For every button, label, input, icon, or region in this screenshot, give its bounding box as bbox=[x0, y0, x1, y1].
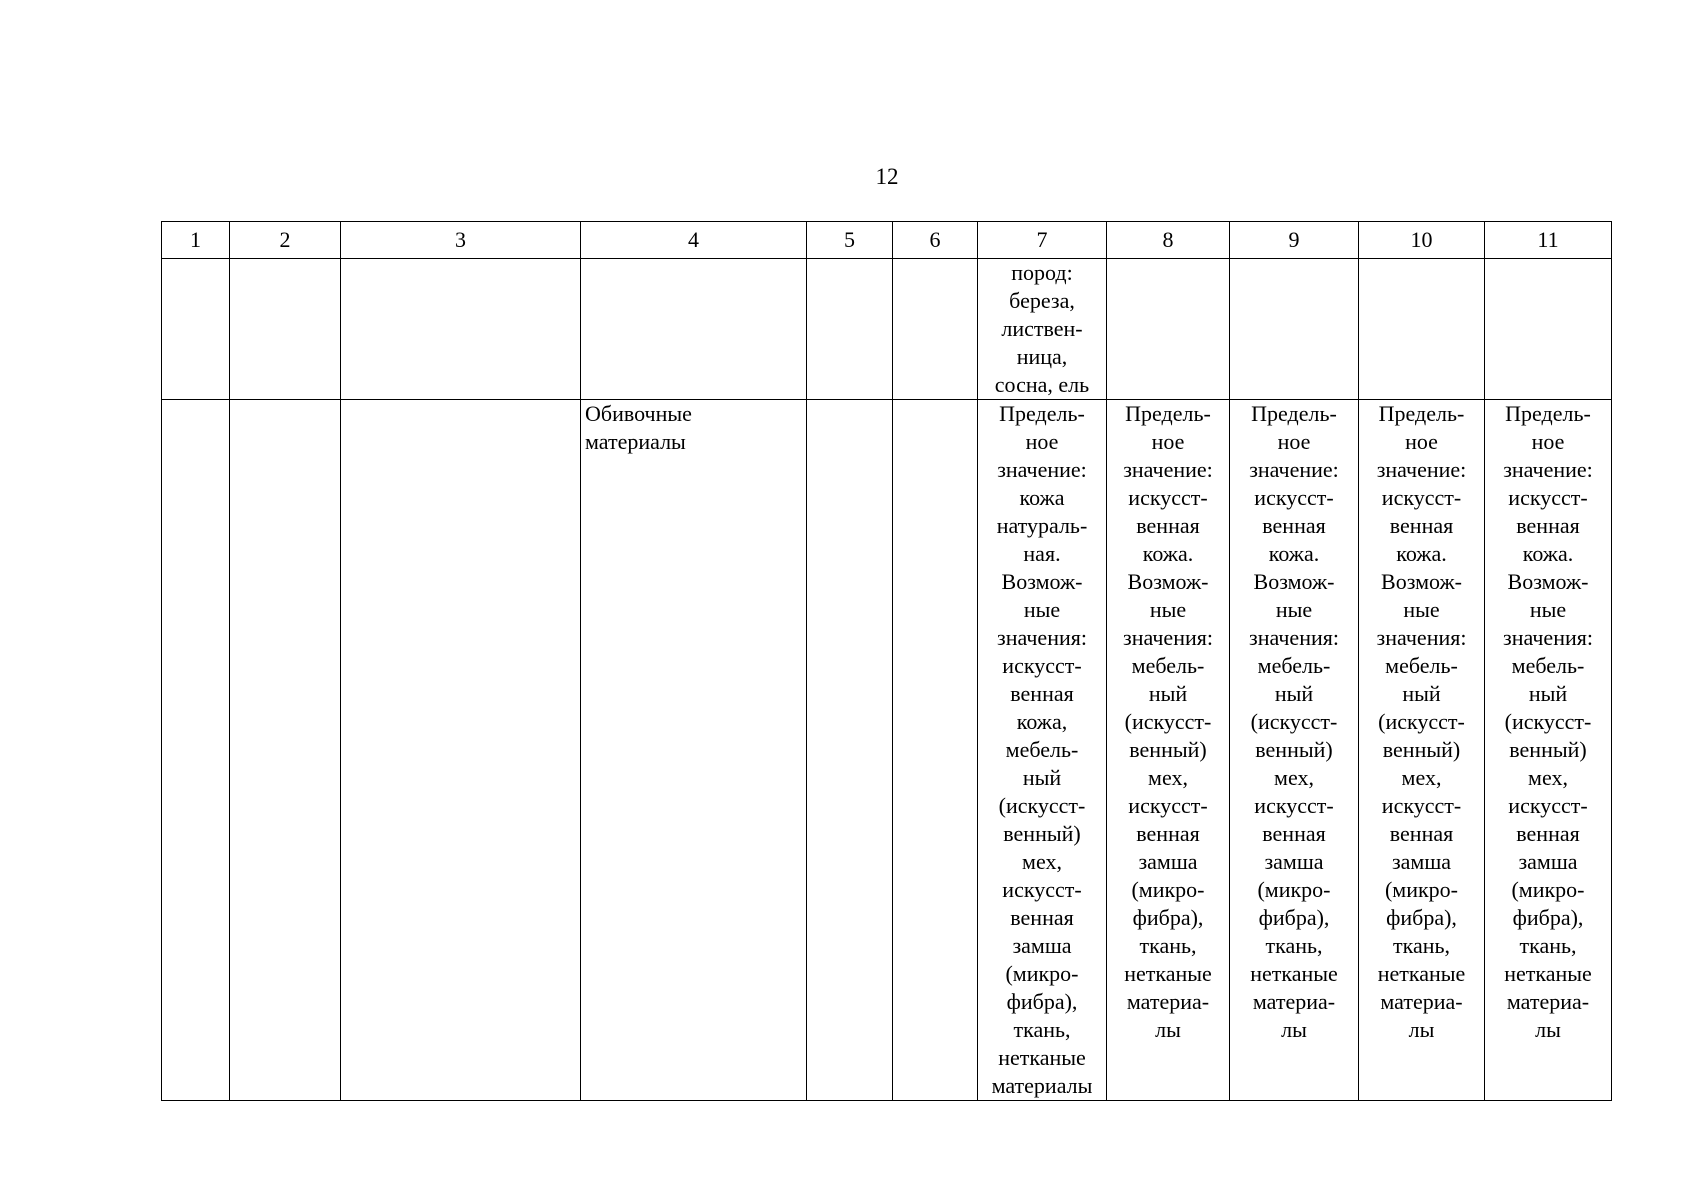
cell-text-line: значения: bbox=[1123, 625, 1213, 650]
cell-text-line: Возмож- bbox=[1001, 569, 1083, 594]
cell-text-line: лы bbox=[1408, 1017, 1435, 1042]
cell-text-line: фибра), bbox=[1132, 905, 1204, 930]
cell-empty bbox=[230, 400, 341, 1101]
cell-text-line: (искусст- bbox=[1124, 709, 1212, 734]
cell-text-line: мебель- bbox=[1005, 737, 1079, 762]
cell-text-line: Обивочные bbox=[585, 401, 692, 426]
cell-text-line: искусст- bbox=[1508, 485, 1588, 510]
header-cell-3: 3 bbox=[341, 222, 581, 259]
cell-text-line: пород: bbox=[1011, 260, 1073, 285]
cell-text-line: венный) bbox=[1509, 737, 1587, 762]
table-row bbox=[162, 259, 1612, 400]
cell-text-line: венная bbox=[1516, 513, 1580, 538]
cell-text-line: мех, bbox=[1022, 849, 1062, 874]
header-cell-1: 1 bbox=[162, 222, 230, 259]
cell-text-line: ный bbox=[1528, 681, 1568, 706]
cell-text-line: кожа, bbox=[1016, 709, 1068, 734]
cell-text-line: венная bbox=[1010, 905, 1074, 930]
cell-text-line: значение: bbox=[1503, 457, 1593, 482]
header-cell-10: 10 bbox=[1359, 222, 1485, 259]
page-number: 12 bbox=[875, 164, 899, 189]
cell-text-line: ные bbox=[1149, 597, 1187, 622]
cell-text-line: лы bbox=[1155, 1017, 1181, 1042]
cell-text-line: фибра), bbox=[1386, 905, 1457, 930]
header-cell-11: 11 bbox=[1485, 222, 1612, 259]
cell-empty bbox=[162, 400, 230, 1101]
cell-text-line: мебель- bbox=[1131, 653, 1205, 678]
cell-text-line: ткань, bbox=[1392, 933, 1451, 958]
cell-text-line: значение: bbox=[997, 457, 1087, 482]
cell-text-line: венный) bbox=[1129, 737, 1207, 762]
cell-text-line: мебель- bbox=[1511, 653, 1585, 678]
cell-text-line: венный) bbox=[1255, 737, 1333, 762]
cell-text-line: (искусст- bbox=[1504, 709, 1592, 734]
cell-text-line: ный bbox=[1402, 681, 1441, 706]
cell-text-line: береза, bbox=[1009, 288, 1075, 313]
cell-text-line: кожа. bbox=[1522, 541, 1574, 566]
cell-text-line: Предель- bbox=[1378, 401, 1465, 426]
cell-text-line: значение: bbox=[1376, 457, 1467, 482]
cell-text-line: материа- bbox=[1506, 989, 1590, 1014]
cell-text-line: искусст- bbox=[1381, 485, 1462, 510]
cell-text-line: (искусст- bbox=[998, 793, 1086, 818]
cell-text-line: ткань, bbox=[1519, 933, 1577, 958]
cell-text-line: ный bbox=[1022, 765, 1062, 790]
cell-text-line: замша bbox=[1518, 849, 1578, 874]
cell-text-line: материалы bbox=[991, 1073, 1093, 1098]
header-cell-5: 5 bbox=[807, 222, 893, 259]
cell-text-line: кожа. bbox=[1396, 541, 1447, 566]
cell-text-line: ные bbox=[1275, 597, 1313, 622]
cell-text-line: значения: bbox=[997, 625, 1087, 650]
cell-text-line: фибра), bbox=[1258, 905, 1330, 930]
header-cell-4: 4 bbox=[581, 222, 807, 259]
spec-table bbox=[161, 221, 1612, 1101]
cell-text-line: материа- bbox=[1126, 989, 1210, 1014]
cell-text-line: мех, bbox=[1274, 765, 1314, 790]
cell-text-line: венная bbox=[1136, 513, 1200, 538]
cell-text-line: Предель- bbox=[1505, 401, 1591, 426]
cell-empty bbox=[1230, 259, 1359, 400]
cell-text-line: замша bbox=[1138, 849, 1198, 874]
cell-text-line: ткань, bbox=[1013, 1017, 1071, 1042]
cell-text-line: искусст- bbox=[1128, 793, 1208, 818]
cell-text-line: Возмож- bbox=[1253, 569, 1335, 594]
cell-text-line: листвен- bbox=[1001, 316, 1083, 341]
table-header-row bbox=[162, 222, 1612, 259]
cell-empty bbox=[230, 259, 341, 400]
cell-empty bbox=[893, 259, 978, 400]
upholstery-values-col8 bbox=[1107, 400, 1230, 1101]
cell-text-line: венный) bbox=[1382, 737, 1461, 762]
cell-empty bbox=[807, 400, 893, 1101]
cell-text-line: искусст- bbox=[1128, 485, 1208, 510]
cell-empty bbox=[162, 259, 230, 400]
header-cell-6: 6 bbox=[893, 222, 978, 259]
cell-text-line: искусст- bbox=[1002, 877, 1082, 902]
cell-text-line: фибра), bbox=[1006, 989, 1078, 1014]
cell-text-line: натураль- bbox=[996, 513, 1088, 538]
cell-text-line: нетканые bbox=[998, 1045, 1086, 1070]
cell-text-line: (микро- bbox=[1511, 877, 1585, 902]
wood-species-cell bbox=[978, 259, 1107, 400]
cell-text-line: искусст- bbox=[1381, 793, 1462, 818]
cell-text-line: ное bbox=[1151, 429, 1185, 454]
cell-text-line: искусст- bbox=[1254, 485, 1334, 510]
upholstery-materials-label bbox=[581, 400, 807, 1101]
cell-text-line: значения: bbox=[1376, 625, 1467, 650]
header-cell-7: 7 bbox=[978, 222, 1107, 259]
cell-text-line: мебель- bbox=[1257, 653, 1331, 678]
cell-text-line: кожа. bbox=[1268, 541, 1320, 566]
cell-text-line: Возмож- bbox=[1381, 569, 1462, 594]
header-cell-8: 8 bbox=[1107, 222, 1230, 259]
cell-text-line: значение: bbox=[1123, 457, 1213, 482]
upholstery-values-col7 bbox=[978, 400, 1107, 1101]
cell-text-line: мех, bbox=[1148, 765, 1188, 790]
cell-text-line: Предель- bbox=[1125, 401, 1211, 426]
cell-text-line: венная bbox=[1389, 821, 1454, 846]
cell-text-line: кожа. bbox=[1142, 541, 1194, 566]
cell-text-line: нетканые bbox=[1124, 961, 1212, 986]
cell-text-line: венный) bbox=[1003, 821, 1081, 846]
cell-text-line: ное bbox=[1405, 429, 1438, 454]
cell-text-line: значения: bbox=[1249, 625, 1339, 650]
cell-text-line: Возмож- bbox=[1507, 569, 1589, 594]
cell-text-line: ткань, bbox=[1265, 933, 1323, 958]
cell-text-line: (микро- bbox=[1257, 877, 1331, 902]
cell-text-line: мебель- bbox=[1385, 653, 1458, 678]
cell-text-line: (искусст- bbox=[1378, 709, 1465, 734]
cell-text-line: замша bbox=[1264, 849, 1324, 874]
cell-text-line: материа- bbox=[1252, 989, 1336, 1014]
cell-text-line: ные bbox=[1529, 597, 1567, 622]
cell-text-line: венная bbox=[1010, 681, 1074, 706]
cell-text-line: сосна, ель bbox=[994, 372, 1090, 397]
cell-text-line: значение: bbox=[1249, 457, 1339, 482]
cell-empty bbox=[1485, 259, 1612, 400]
header-cell-9: 9 bbox=[1230, 222, 1359, 259]
cell-text-line: Возмож- bbox=[1127, 569, 1209, 594]
cell-empty bbox=[341, 400, 581, 1101]
cell-text-line: искусст- bbox=[1254, 793, 1334, 818]
cell-text-line: мех, bbox=[1528, 765, 1568, 790]
header-cell-2: 2 bbox=[230, 222, 341, 259]
cell-empty bbox=[807, 259, 893, 400]
cell-text-line: ткань, bbox=[1139, 933, 1197, 958]
cell-text-line: венная bbox=[1136, 821, 1200, 846]
upholstery-values-col11 bbox=[1485, 400, 1612, 1101]
cell-text-line: венная bbox=[1389, 513, 1454, 538]
cell-empty bbox=[1107, 259, 1230, 400]
cell-text-line: замша bbox=[1012, 933, 1072, 958]
cell-text-line: значения: bbox=[1503, 625, 1593, 650]
upholstery-values-col10 bbox=[1359, 400, 1485, 1101]
cell-text-line: венная bbox=[1516, 821, 1580, 846]
cell-text-line: (искусст- bbox=[1250, 709, 1338, 734]
cell-text-line: искусст- bbox=[1508, 793, 1588, 818]
cell-text-line: замша bbox=[1391, 849, 1452, 874]
cell-text-line: ные bbox=[1403, 597, 1440, 622]
cell-text-line: искусст- bbox=[1002, 653, 1082, 678]
cell-text-line: нетканые bbox=[1377, 961, 1466, 986]
cell-text-line: мех, bbox=[1401, 765, 1442, 790]
cell-text-line: Предель- bbox=[1251, 401, 1337, 426]
cell-text-line: (микро- bbox=[1131, 877, 1205, 902]
cell-text-line: ные bbox=[1023, 597, 1061, 622]
cell-text-line: ное bbox=[1025, 429, 1059, 454]
cell-text-line: венная bbox=[1262, 513, 1326, 538]
cell-text-line: фибра), bbox=[1512, 905, 1584, 930]
cell-text-line: ный bbox=[1274, 681, 1314, 706]
cell-text-line: материалы bbox=[585, 429, 686, 454]
cell-text-line: Предель- bbox=[999, 401, 1085, 426]
upholstery-values-col9 bbox=[1230, 400, 1359, 1101]
table-row bbox=[162, 400, 1612, 1101]
cell-empty bbox=[893, 400, 978, 1101]
cell-text-line: лы bbox=[1535, 1017, 1561, 1042]
cell-empty bbox=[1359, 259, 1485, 400]
cell-text-line: нетканые bbox=[1250, 961, 1338, 986]
cell-text-line: нетканые bbox=[1504, 961, 1592, 986]
cell-empty bbox=[581, 259, 807, 400]
cell-empty bbox=[341, 259, 581, 400]
cell-text-line: кожа bbox=[1019, 485, 1065, 510]
cell-text-line: ное bbox=[1277, 429, 1311, 454]
cell-text-line: ный bbox=[1148, 681, 1188, 706]
cell-text-line: ное bbox=[1531, 429, 1565, 454]
cell-text-line: лы bbox=[1281, 1017, 1307, 1042]
cell-text-line: ница, bbox=[1016, 344, 1068, 369]
cell-text-line: (микро- bbox=[1005, 961, 1079, 986]
cell-text-line: (микро- bbox=[1384, 877, 1459, 902]
cell-text-line: венная bbox=[1262, 821, 1326, 846]
cell-text-line: ная. bbox=[1023, 541, 1061, 566]
cell-text-line: материа- bbox=[1380, 989, 1463, 1014]
